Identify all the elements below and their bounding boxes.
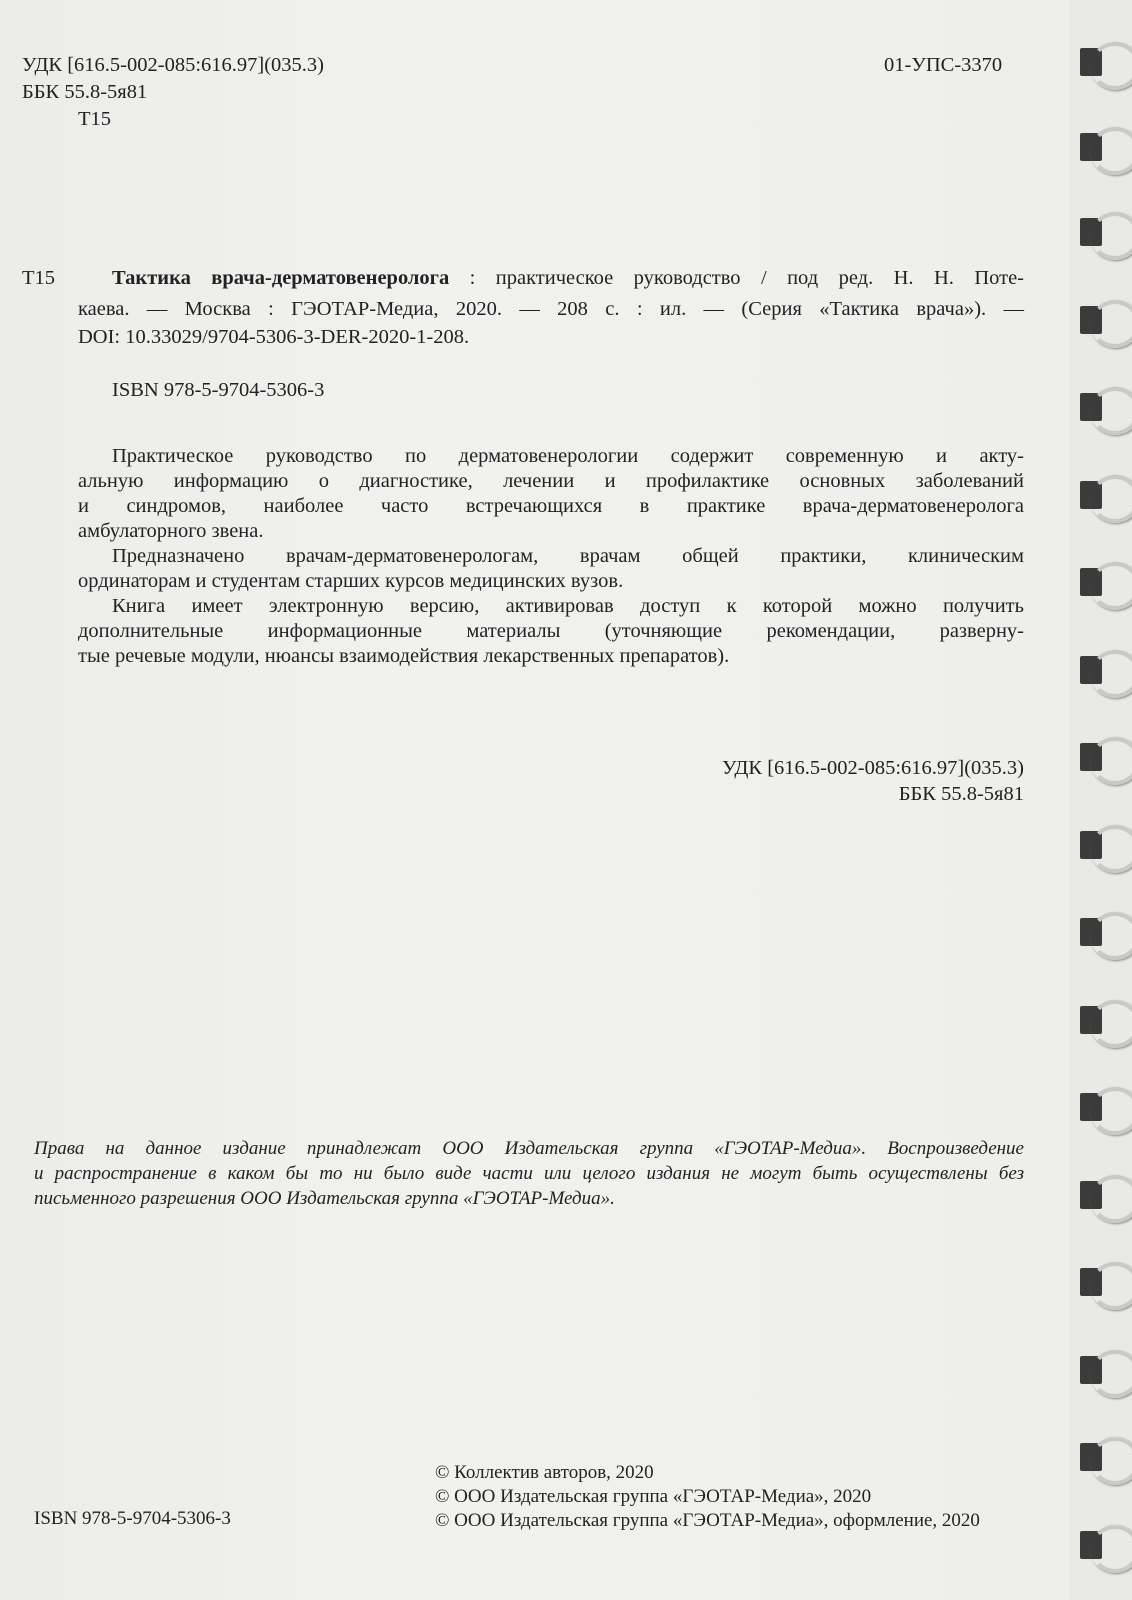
- spiral-ring: [1076, 1523, 1128, 1567]
- spiral-ring: [1076, 998, 1128, 1042]
- record-isbn: ISBN 978-5-9704-5306-3: [112, 379, 325, 401]
- copyright-design: © ООО Издательская группа «ГЭОТАР-Медиа», оформление, 2020: [435, 1510, 980, 1531]
- spiral-ring: [1076, 823, 1128, 867]
- spiral-ring: [1076, 1085, 1128, 1129]
- spiral-ring: [1076, 1260, 1128, 1304]
- record-title: Тактика врача-дерматовенеролога: [112, 267, 450, 289]
- spiral-ring: [1076, 385, 1128, 429]
- footer-isbn: ISBN 978-5-9704-5306-3: [34, 1508, 231, 1529]
- copyright-authors: © Коллектив авторов, 2020: [435, 1462, 654, 1483]
- copyright-publisher: © ООО Издательская группа «ГЭОТАР-Медиа», 2020: [435, 1486, 872, 1507]
- record-mark: Т15: [22, 267, 56, 289]
- spiral-ring: [1076, 210, 1128, 254]
- header-bbk: ББК 55.8-5я81: [22, 81, 148, 103]
- record-line-2: каева. — Москва : ГЭОТАР-Медиа, 2020. — 208 с. : ил. — (Серия «Тактика врача»). —: [78, 298, 1024, 320]
- spiral-ring: [1076, 1348, 1128, 1392]
- order-code: 01-УПС-3370: [884, 54, 1003, 76]
- class-bbk: ББК 55.8-5я81: [898, 783, 1024, 805]
- spiral-ring: [1076, 298, 1128, 342]
- abstract-p1-line-4: амбулаторного звена.: [78, 520, 264, 542]
- header-udk: УДК [616.5-002-085:616.97](035.3): [22, 54, 325, 76]
- abstract-p2-line-2: ординаторам и студентам старших курсов медицинских вузов.: [78, 570, 624, 592]
- abstract-p1-line-2: альную информацию о диагностике, лечении и профилактике основных заболеваний: [78, 470, 1024, 492]
- spiral-binding: [1070, 0, 1132, 1600]
- spiral-ring: [1076, 125, 1128, 169]
- header-author-mark: Т15: [78, 108, 112, 130]
- abstract-p1-line-1: Практическое руководство по дерматовенерологии содержит современную и акту-: [112, 445, 1024, 467]
- abstract-p3-line-2: дополнительные информационные материалы (уточняющие рекомендации, разверну-: [78, 620, 1024, 642]
- rights-line-1: Права на данное издание принадлежат ООО Издательская группа «ГЭОТАР-Медиа». Воспроизведение: [34, 1138, 1024, 1159]
- spiral-ring: [1076, 735, 1128, 779]
- spiral-ring: [1076, 1435, 1128, 1479]
- rights-line-2: и распространение в каком бы то ни было виде части или целого издания не могут быть осуществлены без: [34, 1163, 1024, 1184]
- spiral-ring: [1076, 910, 1128, 954]
- record-line-1: Тактика врача-дерматовенеролога : практическое руководство / под ред. Н. Н. Поте-: [112, 267, 1024, 289]
- rights-line-3: письменного разрешения ООО Издательская группа «ГЭОТАР-Медиа».: [34, 1188, 615, 1209]
- spiral-ring: [1076, 1173, 1128, 1217]
- abstract-p1-line-3: и синдромов, наиболее часто встречающихся в практике врача-дерматовенеролога: [78, 495, 1024, 517]
- abstract-p3-line-1: Книга имеет электронную версию, активировав доступ к которой можно получить: [112, 595, 1024, 617]
- class-udk: УДК [616.5-002-085:616.97](035.3): [721, 757, 1024, 779]
- abstract-p2-line-1: Предназначено врачам-дерматовенерологам, врачам общей практики, клиническим: [112, 545, 1024, 567]
- spiral-ring: [1076, 648, 1128, 692]
- abstract-p3-line-3: тые речевые модули, нюансы взаимодействия лекарственных препаратов).: [78, 645, 730, 667]
- spiral-ring: [1076, 473, 1128, 517]
- spiral-ring: [1076, 40, 1128, 84]
- record-line-3: DOI: 10.33029/9704-5306-3-DER-2020-1-208.: [78, 326, 470, 348]
- spiral-ring: [1076, 560, 1128, 604]
